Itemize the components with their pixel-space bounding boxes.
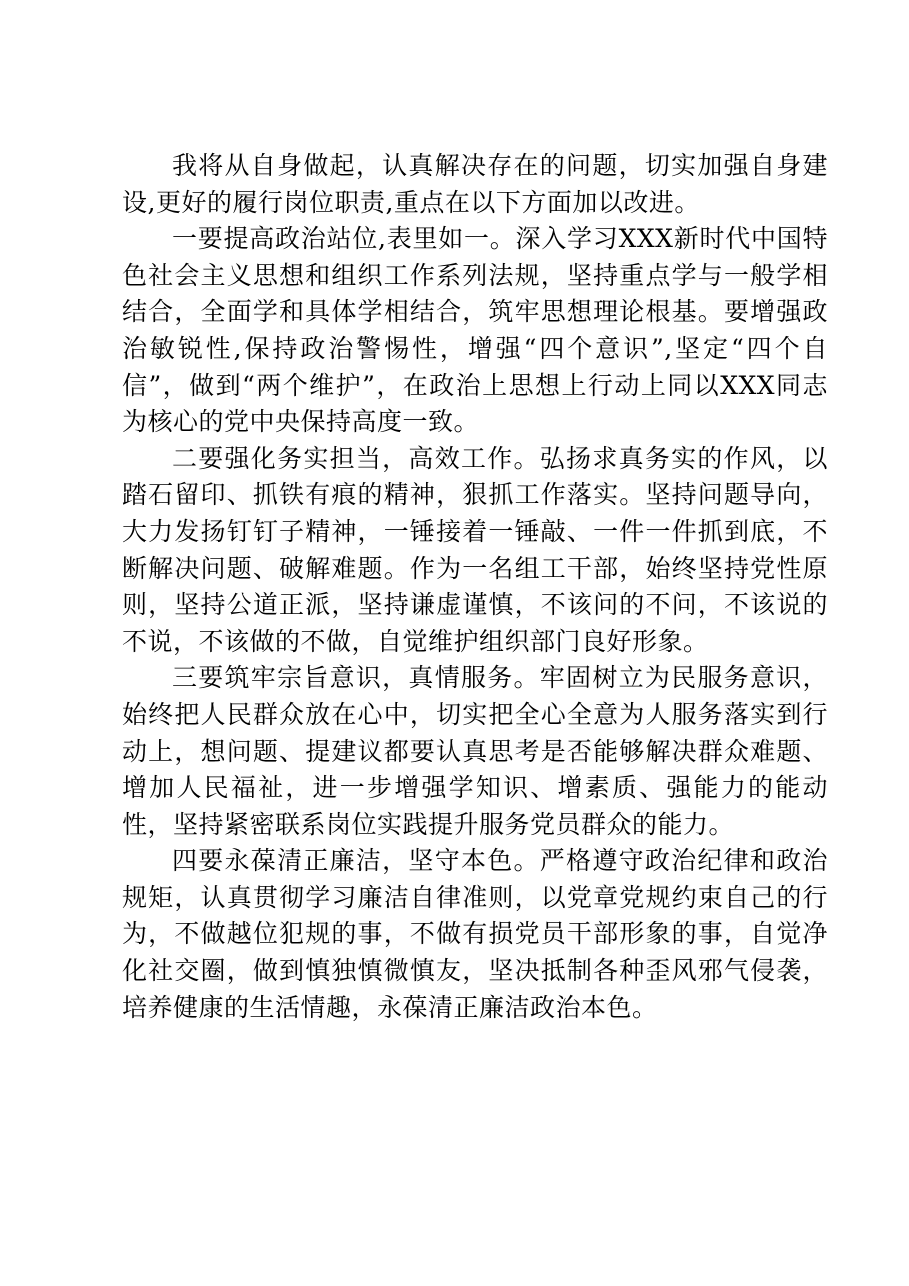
paragraph-point-2: 二要强化务实担当，高效工作。弘扬求真务实的作风，以踏石留印、抓铁有痕的精神，狠抓工作落实。坚持问题导向，大力发扬钉钉子精神，一锤接着一锤敲、一件一件抓到底，不断解决问题、破解难题。作为一名组工干部，始终坚持党性原则，坚持公道正派，坚持谦虚谨慎，不该问的不问，不该说的不说，不该做的不做，自觉维护组织部门良好形象。: [122, 443, 828, 656]
document-body: [122, 148, 828, 1026]
paragraph-point-4: 四要永葆清正廉洁，坚守本色。严格遵守政治纪律和政治规矩，认真贯彻学习廉洁自律准则，以党章党规约束自己的行为，不做越位犯规的事，不做有损党员干部形象的事，自觉净化社交圈，做到慎独慎微慎友，坚决抵制各种歪风邪气侵袭，培养健康的生活情趣，永葆清正廉洁政治本色。: [122, 846, 828, 1022]
paragraph-intro: 我将从自身做起，认真解决存在的问题，切实加强自身建设,更好的履行岗位职责,重点在以下方面加以改进。: [122, 151, 828, 217]
paragraph-point-3: 三要筑牢宗旨意识，真情服务。牢固树立为民服务意识，始终把人民群众放在心中，切实把全心全意为人服务落实到行动上，想问题、提建议都要认真思考是否能够解决群众难题、增加人民福祉，进一步增强学知识、增素质、强能力的能动性，坚持紧密联系岗位实践提升服务党员群众的能力。: [122, 663, 828, 839]
paragraph-point-1: 一要提高政治站位,表里如一。深入学习XXX新时代中国特色社会主义思想和组织工作系列法规，坚持重点学与一般学相结合，全面学和具体学相结合，筑牢思想理论根基。要增强政治敏锐性,保持政治警惕性，增强“四个意识”,坚定“四个自信”，做到“两个维护”，在政治上思想上行动上同以XXX同志为核心的党中央保持高度一致。: [122, 224, 828, 437]
